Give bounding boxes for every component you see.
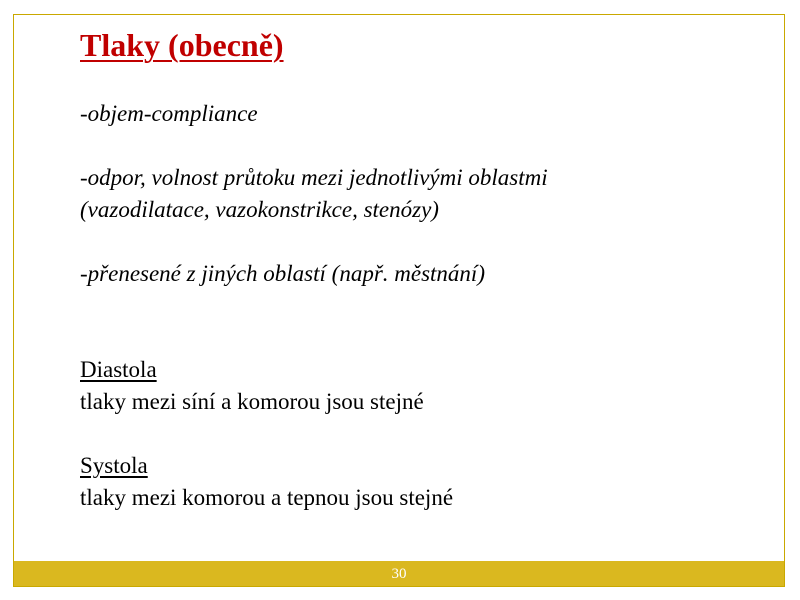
diastola-text: tlaky mezi síní a komorou jsou stejné	[80, 389, 424, 414]
diastola-heading: Diastola	[80, 357, 157, 382]
bullet-transferred: -přenesené z jiných oblastí (např. městnání)	[80, 261, 485, 286]
bullet-compliance: -objem-compliance	[80, 101, 258, 126]
footer-bar	[14, 561, 784, 586]
systola-text: tlaky mezi komorou a tepnou jsou stejné	[80, 485, 454, 510]
bullet-resistance-detail: (vazodilatace, vazokonstrikce, stenózy)	[80, 197, 439, 222]
page-number: 30	[391, 566, 407, 582]
slide-title: Tlaky (obecně)	[80, 27, 284, 63]
bullet-resistance: -odpor, volnost průtoku mezi jednotlivými oblastmi	[80, 165, 548, 190]
systola-heading: Systola	[80, 453, 148, 478]
